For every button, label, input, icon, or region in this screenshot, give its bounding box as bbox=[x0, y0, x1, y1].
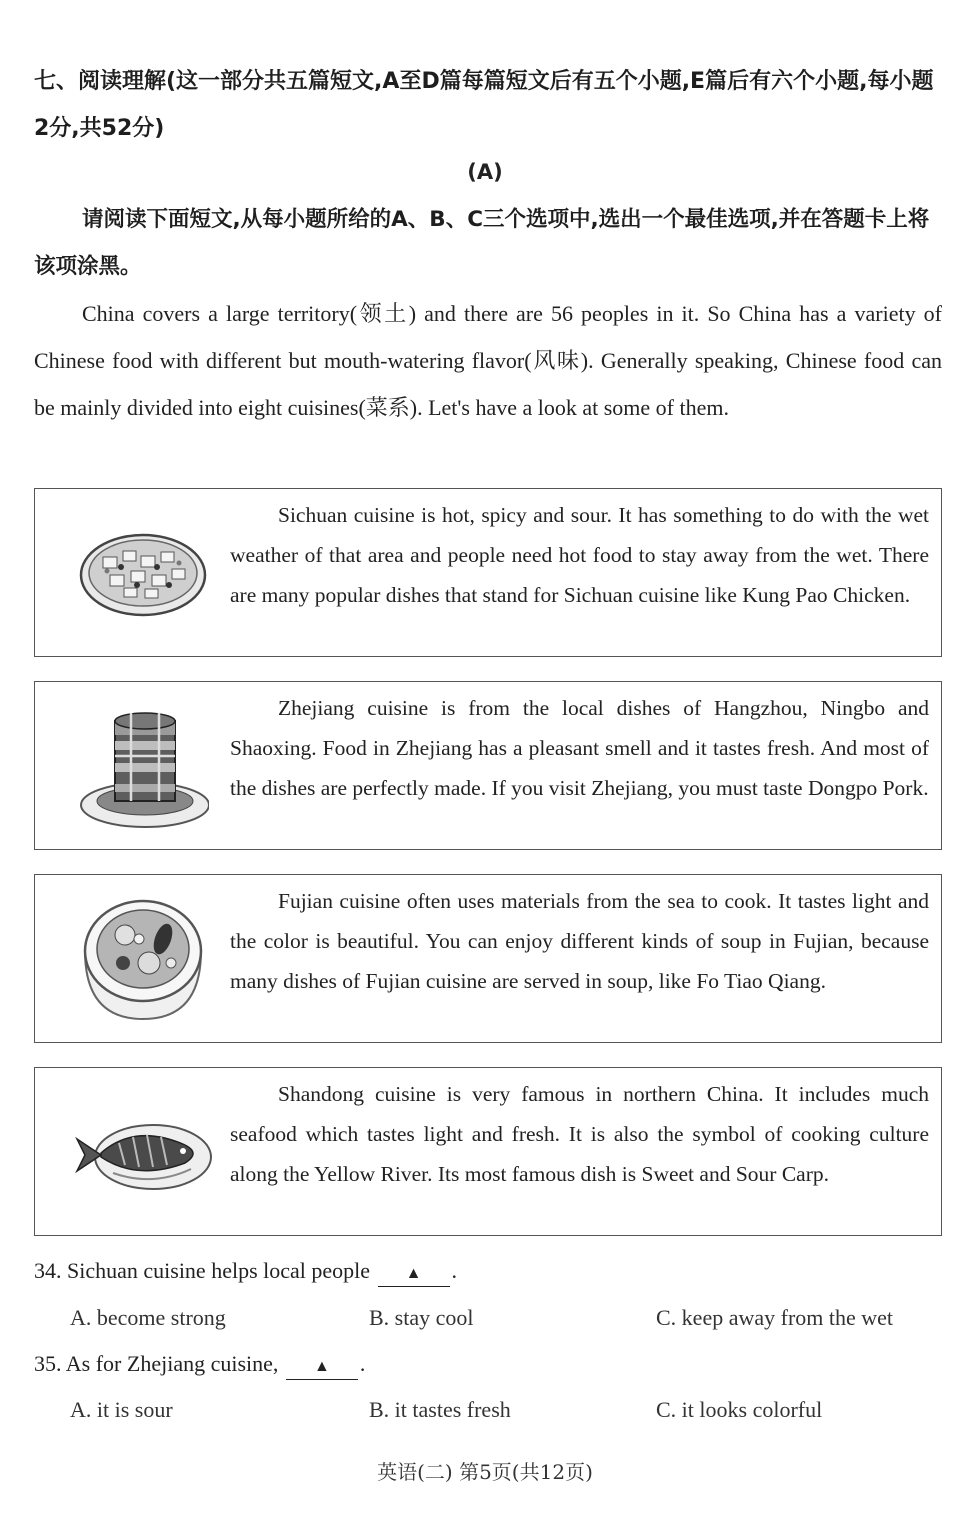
cuisine-box-shandong bbox=[34, 1067, 942, 1236]
cuisine-text-shandong: Shandong cuisine is very famous in northern China. It includes much seafood which tastes light and fresh. It is also the symbol of cooking culture along the Yellow River. Its most famous dish is Sweet and Sour Carp. bbox=[230, 1082, 929, 1186]
option-b[interactable]: B. it tastes fresh bbox=[369, 1397, 511, 1422]
option-a[interactable]: A. become strong bbox=[70, 1305, 226, 1330]
fish-dish-icon bbox=[55, 1068, 231, 1235]
dongpo-pork-dish-icon bbox=[55, 682, 231, 849]
question-35 bbox=[34, 1344, 942, 1384]
page-footer: 英语(二) 第5页(共12页) bbox=[377, 1460, 593, 1484]
option-a[interactable]: A. it is sour bbox=[70, 1397, 173, 1422]
question-34-stem: 34. Sichuan cuisine helps local people bbox=[34, 1258, 376, 1283]
question-34-options bbox=[70, 1298, 950, 1338]
passage-instruction: 请阅读下面短文,从每小题所给的A、B、C三个选项中,选出一个最佳选项,并在答题卡上将该项涂黑。 bbox=[34, 207, 930, 279]
option-b[interactable]: B. stay cool bbox=[369, 1305, 474, 1330]
cuisine-text-fujian: Fujian cuisine often uses materials from the sea to cook. It tastes light and the color is beautiful. You can enjoy different kinds of soup in Fujian, because many dishes of Fujian cuisine are served in soup, like Fo Tiao Qiang. bbox=[230, 889, 929, 993]
option-c[interactable]: C. keep away from the wet bbox=[656, 1305, 894, 1330]
answer-blank: ▲ bbox=[286, 1355, 358, 1380]
question-35-options bbox=[70, 1390, 950, 1430]
soup-bowl-icon bbox=[55, 875, 231, 1042]
cuisine-box-sichuan bbox=[34, 488, 942, 657]
mapo-tofu-dish-icon bbox=[55, 489, 231, 656]
passage-intro: China covers a large territory(领土) and there are 56 peoples in it. So China has a variety of Chinese food with different but mouth-watering flavor(风味). Generally speaking, Chinese food can be mainly divided into eight cuisines(菜系). Let's have a look at some of them. bbox=[34, 301, 942, 420]
answer-blank: ▲ bbox=[378, 1262, 450, 1287]
question-35-stem: 35. As for Zhejiang cuisine, bbox=[34, 1351, 284, 1376]
question-34 bbox=[34, 1251, 942, 1291]
cuisine-text-sichuan: Sichuan cuisine is hot, spicy and sour. It has something to do with the wet weather of that area and people need hot food to stay away from the wet. There are many popular dishes that stand for Sichuan cuisine like Kung Pao Chicken. bbox=[230, 503, 929, 607]
section-title: 七、阅读理解(这一部分共五篇短文,A至D篇每篇短文后有五个小题,E篇后有六个小题,每小题2分,共52分) bbox=[34, 69, 934, 141]
cuisine-text-zhejiang: Zhejiang cuisine is from the local dishes of Hangzhou, Ningbo and Shaoxing. Food in Zhejiang has a pleasant smell and it tastes fresh. And most of the dishes are perfectly made. If you visit Zhejiang, you must taste Dongpo Pork. bbox=[230, 696, 929, 800]
question-34-end: . bbox=[451, 1258, 458, 1283]
option-c[interactable]: C. it looks colorful bbox=[656, 1397, 823, 1422]
cuisine-box-fujian bbox=[34, 874, 942, 1043]
question-35-end: . bbox=[359, 1351, 366, 1376]
cuisine-box-zhejiang bbox=[34, 681, 942, 850]
passage-label: (A) bbox=[467, 160, 503, 184]
